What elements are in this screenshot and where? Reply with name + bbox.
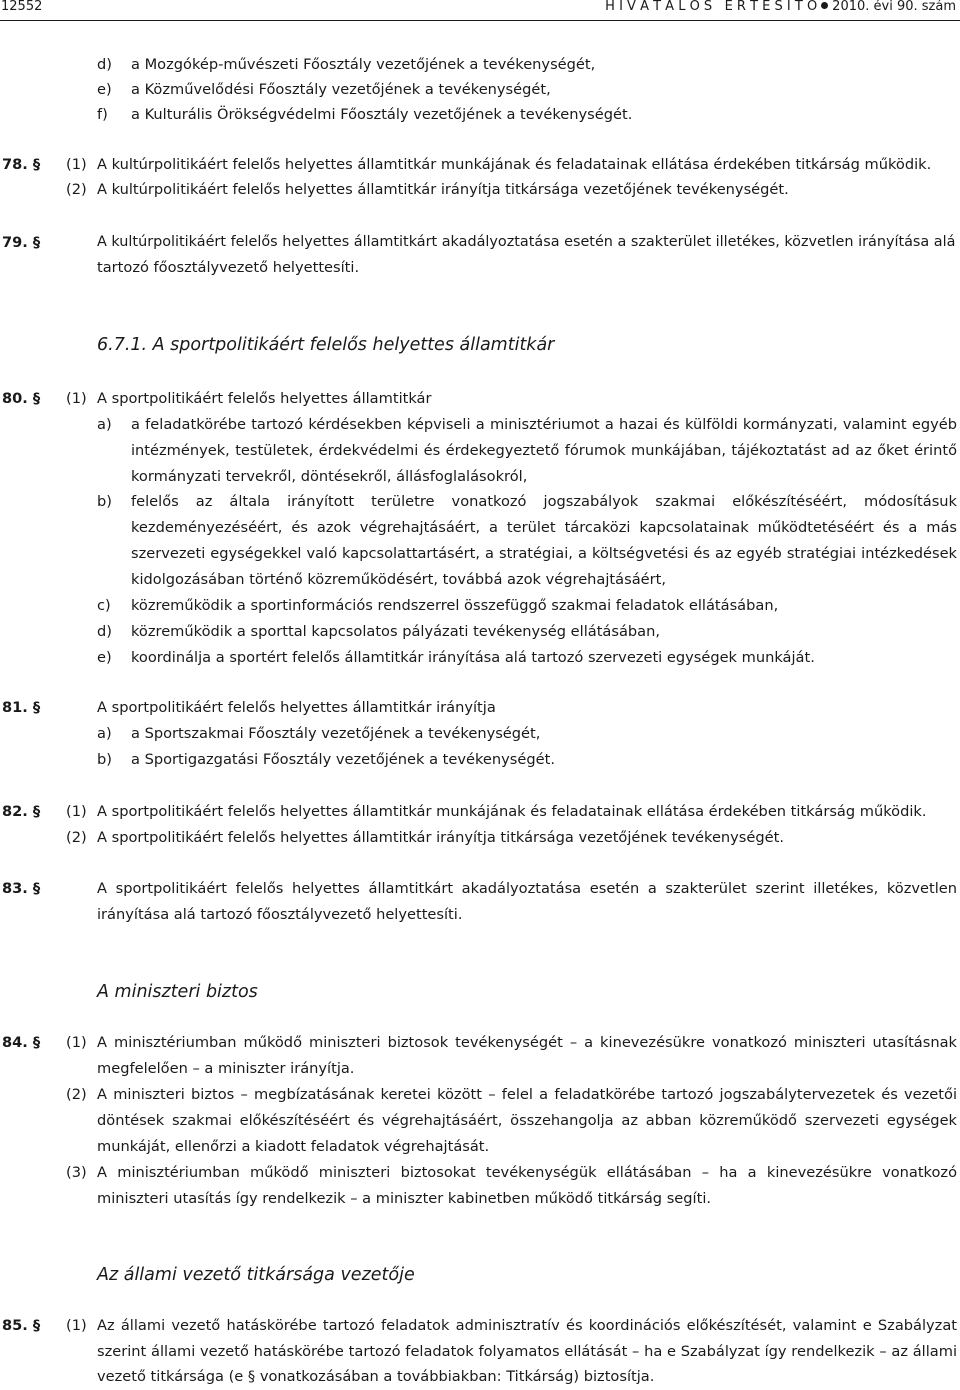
paragraph-number: (1) [66, 1317, 87, 1334]
list-label: c) [97, 597, 111, 614]
paragraph-text: tartozó főosztályvezető helyettesíti. [97, 259, 360, 276]
section-number: 81. § [2, 699, 41, 716]
section-heading: Az állami vezető titkársága vezetője [97, 1265, 415, 1285]
list-item: kormányzati tervekről, döntésekről, állásfoglalásokról, [131, 468, 528, 485]
list-item: a Sportszakmai Főosztály vezetőjének a tevékenységét, [131, 725, 541, 742]
paragraph-text: A minisztériumban működő miniszteri biztosok tevékenységét – a kinevezésükre vonatkozó miniszteri utasításnak [97, 1034, 957, 1051]
list-item: a Közművelődési Főosztály vezetőjének a tevékenységét, [131, 81, 551, 98]
paragraph-text: A sportpolitikáért felelős helyettes államtitkárt akadályoztatása esetén a szakterület szerint illetékes, közvetlen [97, 880, 957, 897]
paragraph-text: Az állami vezető hatáskörébe tartozó feladatok adminisztratív és koordinációs előkészítését, valamint e Szabályzat [97, 1317, 957, 1334]
paragraph-text: irányítása alá tartozó főosztályvezető helyettesíti. [97, 906, 463, 923]
list-item: kezdeményezéséért, és azok végrehajtásáért, a terület tárcaközi kapcsolatainak működtetéséért és a más [131, 519, 957, 536]
section-number: 82. § [2, 803, 41, 820]
paragraph-text: A sportpolitikáért felelős helyettes államtitkár munkájának és feladatainak ellátása érdekében titkárság működik. [97, 803, 927, 820]
list-label: f) [97, 106, 108, 123]
paragraph-text: miniszteri utasítás így rendelkezik – a miniszter kabinetben működő titkárság segíti. [97, 1190, 712, 1207]
list-label: b) [97, 493, 112, 510]
list-label: d) [97, 623, 112, 640]
paragraph-text: A sportpolitikáért felelős helyettes államtitkár irányítja titkársága vezetőjének tevékenységét. [97, 829, 784, 846]
paragraph-number: (1) [66, 156, 87, 173]
paragraph-text: A kultúrpolitikáért felelős helyettes államtitkárt akadályoztatása esetén a szakterület illetékes, közvetlen irányítása alá [97, 234, 956, 250]
list-item: szervezeti egységekkel való kapcsolattartásért, a stratégiai, a költségvetési és az egyéb stratégiai intézkedések [131, 545, 957, 562]
section-number: 83. § [2, 880, 41, 897]
paragraph-text: A miniszteri biztos – megbízatásának keretei között – felel a feladatkörébe tartozó jogszabálytervezetek és vezetői [97, 1086, 957, 1103]
list-item: a Mozgókép-művészeti Főosztály vezetőjének a tevékenységét, [131, 56, 596, 73]
paragraph-text: A sportpolitikáért felelős helyettes államtitkár [97, 390, 432, 407]
list-label: a) [97, 416, 112, 433]
list-label: a) [97, 725, 112, 742]
section-number: 80. § [2, 390, 41, 407]
paragraph-text: szerint állami vezető hatáskörébe tartozó feladatok folyamatos ellátását – ha e Szabályzat így rendelkezik – az állami [97, 1343, 957, 1360]
list-label: e) [97, 81, 112, 98]
section-number: 85. § [2, 1317, 41, 1334]
paragraph-number: (2) [66, 829, 87, 846]
list-item: koordinálja a sportért felelős államtitkár irányítása alá tartozó szervezeti egységek munkáját. [131, 649, 815, 666]
list-item: felelős az általa irányított területre vonatkozó jogszabályok szakmai előkészítéséért, módosításuk [131, 493, 957, 510]
paragraph-text: döntések szakmai előkészítéséért és végrehajtásáért, összehangolja az abban közreműködő szervezeti egységek [97, 1112, 957, 1129]
list-item: intézmények, testületek, érdekvédelmi és érdekegyeztető fórumok munkájában, tájékoztatást ad az őket érintő [131, 442, 957, 459]
list-label: d) [97, 56, 112, 73]
paragraph-number: (1) [66, 1034, 87, 1051]
bullet-icon [821, 2, 828, 9]
page-number: 12552 [1, 0, 43, 14]
paragraph-number: (2) [66, 181, 87, 198]
issue-number: 2010. évi 90. szám [832, 0, 956, 14]
paragraph-number: (3) [66, 1164, 87, 1181]
publication-info [605, 0, 956, 14]
paragraph-text: A sportpolitikáért felelős helyettes államtitkár irányítja [97, 699, 496, 716]
header-rule [0, 20, 960, 21]
paragraph-number: (1) [66, 390, 87, 407]
list-item: a feladatkörébe tartozó kérdésekben képviseli a minisztériumot a hazai és külföldi kormányzati, valamint egyéb [131, 416, 957, 433]
list-label: e) [97, 649, 112, 666]
paragraph-text: A kultúrpolitikáért felelős helyettes államtitkár irányítja titkársága vezetőjének tevékenységét. [97, 181, 789, 198]
paragraph-text: A kultúrpolitikáért felelős helyettes államtitkár munkájának és feladatainak ellátása érdekében titkárság működik. [97, 156, 932, 173]
section-number: 84. § [2, 1034, 41, 1051]
paragraph-number: (2) [66, 1086, 87, 1103]
section-number: 78. § [2, 156, 41, 173]
list-item: közreműködik a sporttal kapcsolatos pályázati tevékenység ellátásában, [131, 623, 661, 640]
list-item: közreműködik a sportinformációs rendszerrel összefüggő szakmai feladatok ellátásában, [131, 597, 779, 614]
list-item: kidolgozásában történő közreműködésért, továbbá azok végrehajtásáért, [131, 571, 666, 588]
publication-title: H I V A T A L O S É R T E S Í T Ő [605, 0, 818, 14]
page-header [0, 0, 960, 22]
list-item: a Sportigazgatási Főosztály vezetőjének a tevékenységét. [131, 751, 555, 768]
section-heading: A miniszteri biztos [97, 982, 258, 1002]
section-number: 79. § [2, 234, 41, 251]
paragraph-text: munkáját, ellenőrzi a kiadott feladatok végrehajtását. [97, 1138, 490, 1155]
paragraph-text: A minisztériumban működő miniszteri biztosokat tevékenységük ellátásában – ha a kinevezésükre vonatkozó [97, 1164, 957, 1181]
paragraph-text: megfelelően – a miniszter irányítja. [97, 1060, 355, 1077]
list-label: b) [97, 751, 112, 768]
section-heading: 6.7.1. A sportpolitikáért felelős helyettes államtitkár [97, 335, 555, 355]
list-item: a Kulturális Örökségvédelmi Főosztály vezetőjének a tevékenységét. [131, 106, 633, 123]
paragraph-text: vezető titkársága (e § vonatkozásában a továbbiakban: Titkárság) biztosítja. [97, 1368, 655, 1385]
paragraph-number: (1) [66, 803, 87, 820]
